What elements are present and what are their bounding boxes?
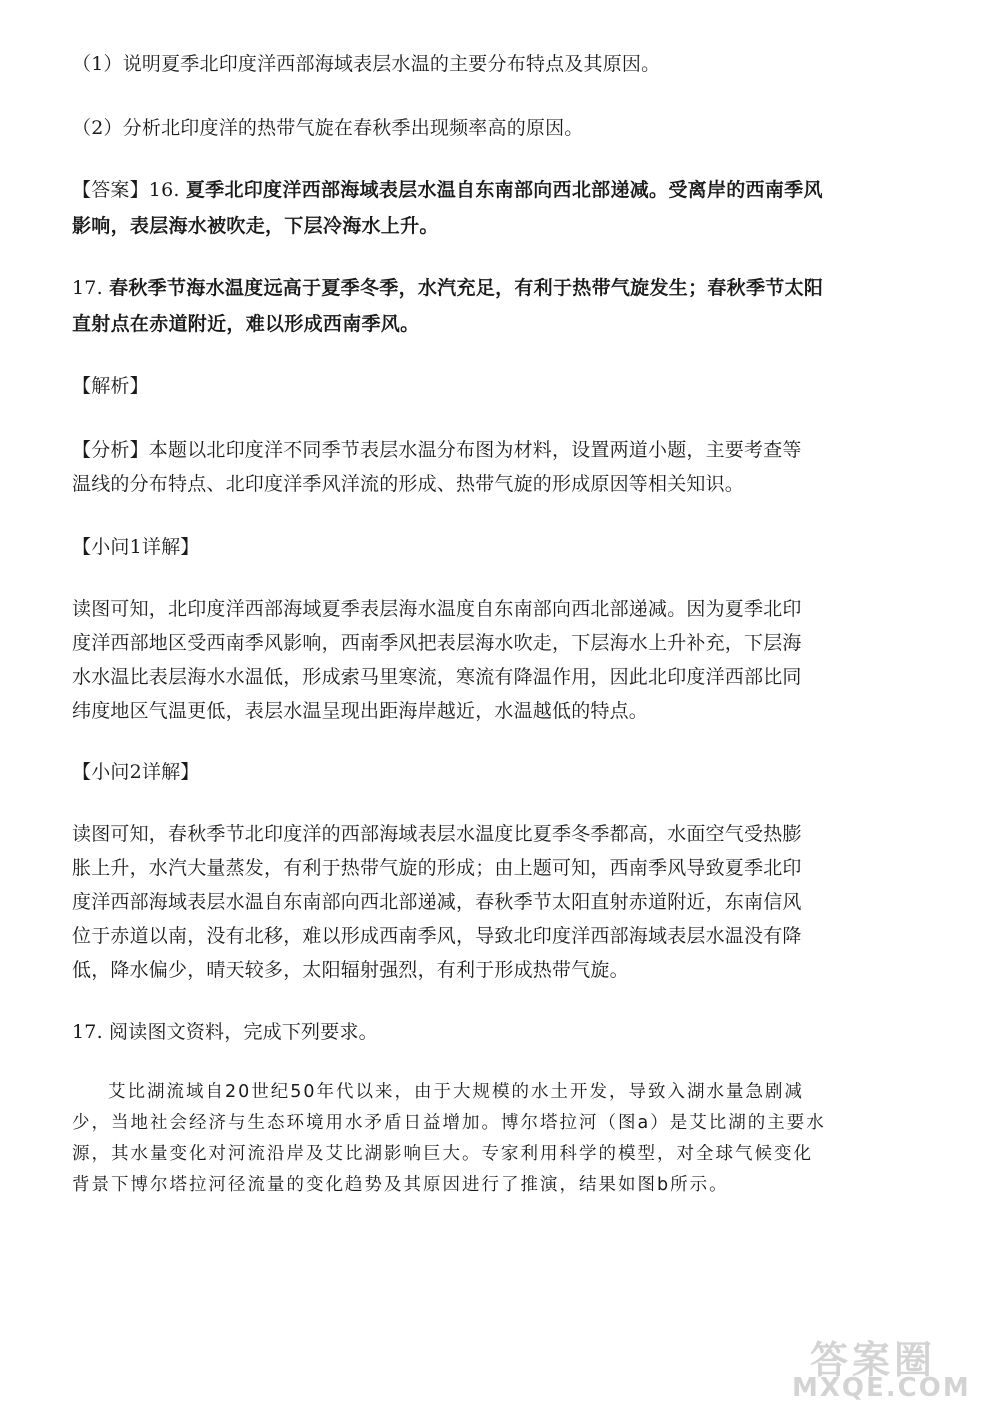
material-line-2: 少，当地社会经济与生态环境用水矛盾日益增加。博尔塔拉河（图a）是艾比湖的主要水 xyxy=(72,1113,826,1133)
material-line-4: 背景下博尔塔拉河径流量的变化趋势及其原因进行了推演，结果如图b所示。 xyxy=(72,1175,729,1195)
material-line-1: 艾比湖流域自20世纪50年代以来，由于大规模的水土开发，导致入湖水量急剧减 xyxy=(108,1082,805,1102)
question-17-title: 17. 阅读图文资料，完成下列要求。 xyxy=(72,1021,378,1043)
answer-16-text-1: 夏季北印度洋西部海域表层水温自东南部向西北部递减。受离岸的西南季风 xyxy=(185,179,823,201)
answer-17-number: 17. xyxy=(72,277,110,299)
q2-detail-line-5: 低，降水偏少，晴天较多，太阳辐射强烈，有利于形成热带气旋。 xyxy=(72,959,629,981)
question-part-1: （1）说明夏季北印度洋西部海域表层水温的主要分布特点及其原因。 xyxy=(72,53,661,75)
answer-16-line-1 xyxy=(72,176,823,204)
sub-question-1-label: 【小问1详解】 xyxy=(72,536,200,558)
answer-17-line-1 xyxy=(72,274,823,302)
watermark-url: MXQE.COM xyxy=(792,1373,971,1403)
q1-detail-line-4: 纬度地区气温更低，表层水温呈现出距海岸越近，水温越低的特点。 xyxy=(72,700,649,722)
sub-question-2-label: 【小问2详解】 xyxy=(72,761,200,783)
q1-detail-line-2: 度洋西部地区受西南季风影响，西南季风把表层海水吹走，下层海水上升补充，下层海 xyxy=(72,632,802,654)
site-watermark xyxy=(782,1329,982,1409)
answer-17-line-2: 直射点在赤道附近，难以形成西南季风。 xyxy=(72,313,420,335)
q2-detail-line-1: 读图可知，春秋季节北印度洋的西部海域表层水温度比夏季冬季都高，水面空气受热膨 xyxy=(72,823,802,845)
answer-17-text-1: 春秋季节海水温度远高于夏季冬季，水汽充足，有利于热带气旋发生；春秋季节太阳 xyxy=(109,277,824,299)
watermark-logo-text: 答案圈 xyxy=(810,1338,937,1382)
q2-detail-line-3: 度洋西部海域表层水温自东南部向西北部递减，春秋季节太阳直射赤道附近，东南信风 xyxy=(72,891,802,913)
fenxi-line-2: 温线的分布特点、北印度洋季风洋流的形成、热带气旋的形成原因等相关知识。 xyxy=(72,473,745,495)
q2-detail-line-2: 胀上升，水汽大量蒸发，有利于热带气旋的形成；由上题可知，西南季风导致夏季北印 xyxy=(72,857,802,879)
q1-detail-line-3: 水水温比表层海水水温低，形成索马里寒流，寒流有降温作用，因此北印度洋西部比同 xyxy=(72,666,802,688)
answer-label: 【答案】16. xyxy=(72,179,186,201)
fenxi-line-1: 【分析】本题以北印度洋不同季节表层水温分布图为材料，设置两道小题，主要考查等 xyxy=(72,439,802,461)
q1-detail-line-1: 读图可知，北印度洋西部海域夏季表层海水温度自东南部向西北部递减。因为夏季北印 xyxy=(72,598,802,620)
material-line-3: 源，其水量变化对河流沿岸及艾比湖影响巨大。专家利用科学的模型，对全球气候变化 xyxy=(72,1144,813,1164)
answer-16-line-2: 影响，表层海水被吹走，下层冷海水上升。 xyxy=(72,215,439,237)
analysis-label: 【解析】 xyxy=(72,375,149,397)
q2-detail-line-4: 位于赤道以南，没有北移，难以形成西南季风，导致北印度洋西部海域表层水温没有降 xyxy=(72,925,802,947)
question-part-2: （2）分析北印度洋的热带气旋在春秋季出现频率高的原因。 xyxy=(72,117,584,139)
